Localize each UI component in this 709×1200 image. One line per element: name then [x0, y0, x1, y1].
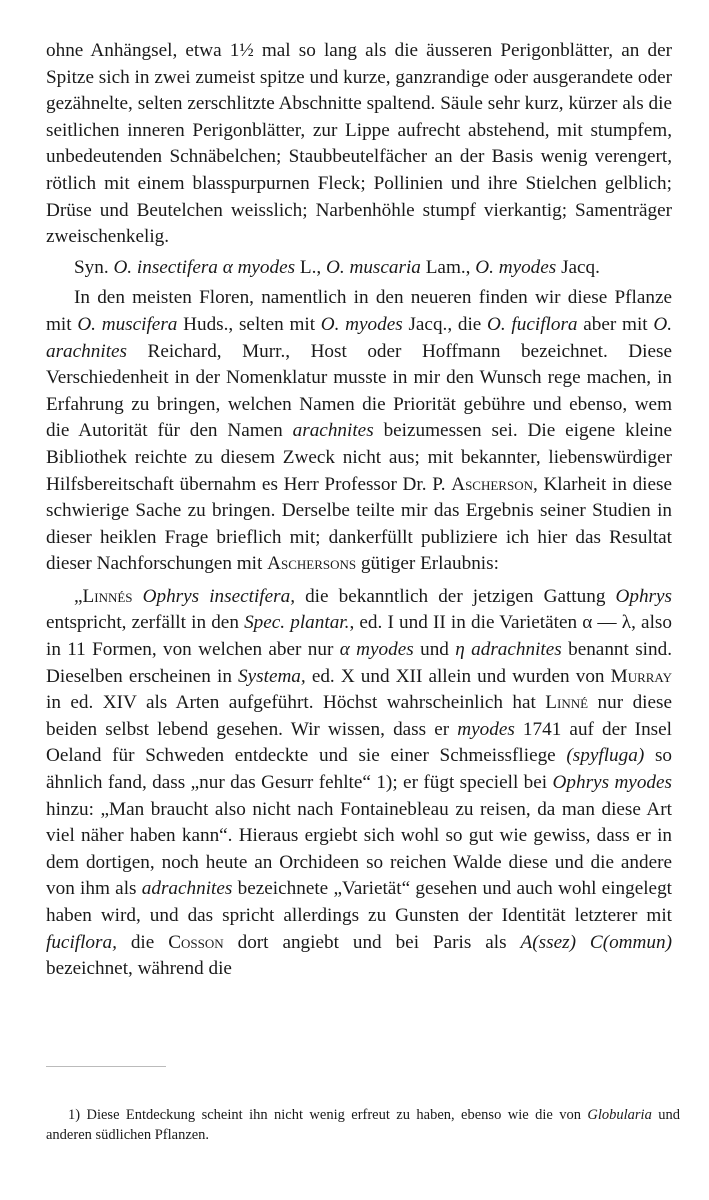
author-name: Linnés — [82, 585, 133, 607]
text-run: hinzu: „Man braucht also nicht nach Fontainebleau zu reisen, da man diese Art viel näher haben kann“. Hieraus ergiebt sich wohl so gut wie gewiss, dass er in dem dortigen, noch heute an Orchideen so reichen Walde diese und die andere von ihm als — [46, 798, 672, 900]
vernacular-name: (spyfluga) — [566, 745, 645, 767]
text-run: bezeichnet, während die — [46, 958, 232, 980]
synonym-author: Lam., — [425, 256, 471, 278]
text-run: dort angiebt und bei Paris als — [223, 931, 521, 953]
text-run: 1741 auf der Insel Oeland für Schweden entdeckte und sie einer Schmeissfliege — [46, 718, 672, 767]
author-name: Aschersons — [267, 553, 357, 575]
footnote — [46, 1105, 680, 1145]
text-run: in ed. XIV als Arten aufgeführt. Höchst wahrscheinlich hat — [46, 692, 546, 714]
footnote-separator — [46, 1066, 166, 1067]
species-name: Ophrys myodes — [552, 772, 672, 794]
species-name: myodes — [457, 718, 515, 740]
species-name: η adrachnites — [455, 639, 562, 661]
text-run: und anderen südlichen Pflanzen. — [46, 1106, 680, 1143]
author-name: Ascherson — [451, 473, 533, 495]
paragraph-nomenclature — [46, 285, 672, 578]
paragraph-quotation — [46, 584, 672, 983]
species-name: adrachnites — [141, 878, 233, 900]
synonym-name: O. muscaria — [326, 256, 421, 278]
species-name: Ophrys — [615, 585, 673, 607]
synonym-author: L., — [299, 256, 322, 278]
text-run: , ed. I und II in die Varietäten α — λ, also in 11 Formen, von welchen aber nur — [46, 612, 672, 661]
species-name: arachnites — [292, 420, 374, 442]
genus-name: Globularia — [587, 1106, 652, 1123]
text-run: „ — [74, 585, 83, 607]
text-run: so ähnlich fand, dass „nur das Gesurr fehlte“ 1); er fügt speciell bei — [46, 745, 673, 794]
text-run: gütiger Erlaubnis: — [356, 553, 499, 575]
work-title: Spec. plantar. — [244, 612, 350, 634]
text-run: ed. X und XII allein und wurden von — [305, 665, 611, 687]
species-name: O. fuciflora — [487, 313, 578, 335]
work-title: Systema, — [238, 665, 306, 687]
synonym-label: Syn. — [74, 256, 109, 278]
species-name: α myodes — [339, 639, 414, 661]
text-run: beizumessen sei. Die eigene kleine Bibliothek reichte zu diesem Zweck nicht aus; mit bekannter, liebenswürdiger Hilfsbereitschaft übernahm es Herr Professor Dr. P. — [46, 420, 672, 495]
species-name: O. muscifera — [77, 313, 178, 335]
synonym-name: O. myodes — [475, 256, 557, 278]
text-run: Reichard, Murr., Host oder Hoffmann bezeichnet. Diese Verschiedenheit in der Nomenklatur musste in mir den Wunsch rege machen, in Erfahrung zu bringen, welchen Namen die Priorität gebühre und ebenso, wem die Autorität für den Namen — [46, 340, 672, 442]
text-run: 1) Diese Entdeckung scheint ihn nicht wenig erfreut zu haben, ebenso wie die von — [68, 1106, 588, 1123]
paragraph-description: ohne Anhängsel, etwa 1½ mal so lang als die äusseren Perigonblätter, an der Spitze sich in zwei zumeist spitze und kurze, ganzrandige oder ausgerandete oder gezähnelte, selten zerschlitzte Abschnitte spaltend. Säule sehr kurz, kürzer als die seitlichen inneren Perigonblätter, zur Lippe aufrecht abstehend, mit stumpfem, unbedeutenden Schnäbelchen; Staubbeutelfächer an der Basis wenig verengert, rötlich mit einem blasspurpurnen Fleck; Pollinien und ihre Stielchen gelblich; Drüse und Beutelchen weisslich; Narbenhöhle stumpf vierkantig; Samenträger zweischenkelig. — [46, 40, 672, 248]
author-name: Cosson — [168, 931, 224, 953]
abundance-note: A(ssez) C(ommun) — [520, 931, 672, 953]
text-run: , Klarheit in diese schwierige Sache zu bringen. Derselbe teilte mir das Ergebnis seiner Studien in dieser heiklen Frage brieflich mit; dankerfüllt publiziere ich hier das Resultat dieser Nachforschungen mit — [46, 473, 673, 575]
text-run — [133, 586, 143, 607]
text-run: die bekanntlich der jetzigen Gattung — [295, 585, 616, 607]
species-name: fuciflora, — [46, 931, 117, 953]
species-name: Ophrys insectifera, — [142, 585, 295, 607]
species-name: O. arachnites — [46, 313, 672, 362]
text-run: bezeichnete „Varietät“ gesehen und auch wohl eingelegt haben wird, und das spricht allerdings zu Gunsten der Identität letzterer mit — [46, 878, 672, 926]
text-run: nur diese beiden selbst lebend gesehen. Wir wissen, dass er — [46, 692, 672, 740]
text-run: aber mit — [577, 313, 654, 335]
main-text-column — [46, 38, 672, 983]
species-name: O. myodes — [320, 313, 403, 335]
synonym-name: O. insectifera α myodes — [113, 256, 296, 278]
synonym-author: Jacq. — [561, 256, 600, 278]
author-name: Linné — [545, 692, 589, 714]
text-run: benannt sind. Dieselben erscheinen in — [46, 639, 672, 687]
text-run: Jacq., die — [402, 313, 488, 335]
author-name: Murray — [610, 665, 673, 687]
text-run: und — [413, 639, 456, 661]
text-run: In den meisten Floren, namentlich in den neueren finden wir diese Pflanze mit — [46, 287, 672, 335]
paragraph-synonyms — [46, 255, 672, 282]
text-run: Huds., selten mit — [177, 313, 321, 335]
text-run: die — [116, 931, 169, 953]
text-run: entspricht, zerfällt in den — [46, 612, 245, 634]
